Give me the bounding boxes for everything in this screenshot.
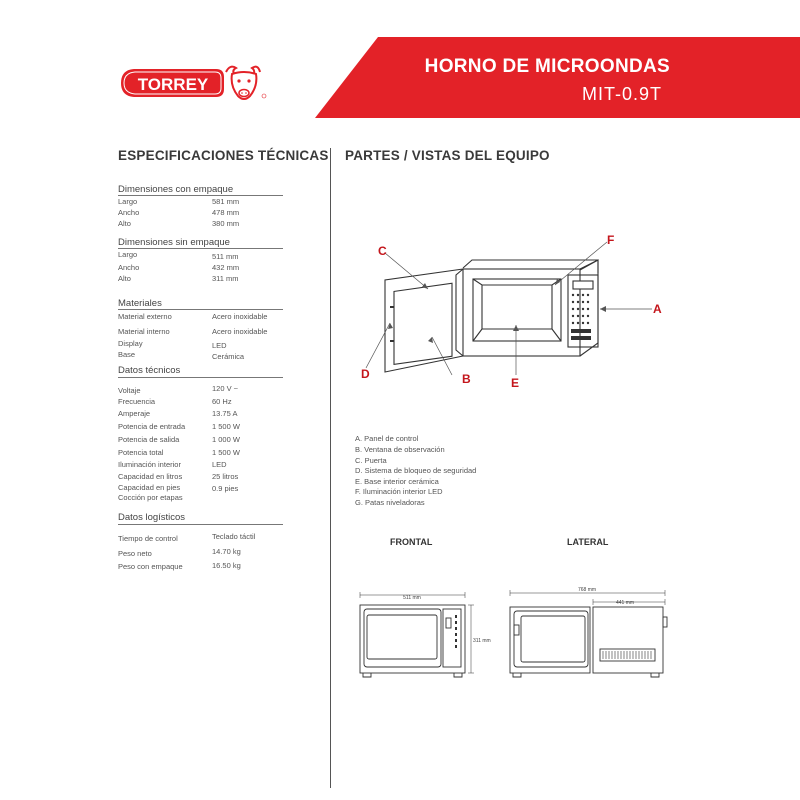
spec-label: Cocción por etapas xyxy=(118,493,183,502)
callout-c: C xyxy=(378,244,387,258)
spec-value: Cerámica xyxy=(212,352,245,361)
spec-group-rule xyxy=(118,524,283,525)
column-divider xyxy=(330,148,331,788)
callout-d: D xyxy=(361,367,370,381)
spec-label: Iluminación interior xyxy=(118,460,181,469)
spec-label: Voltaje xyxy=(118,386,141,395)
torrey-logo-mark xyxy=(118,62,268,104)
bull-head-icon xyxy=(226,67,260,99)
part-item: F. Iluminación interior LED xyxy=(355,487,443,496)
part-item: D. Sistema de bloqueo de seguridad xyxy=(355,466,477,475)
spec-value: 1 000 W xyxy=(212,435,240,444)
spec-value: 380 mm xyxy=(212,219,240,228)
microwave-body xyxy=(463,269,580,356)
spec-value: 14.70 kg xyxy=(212,547,241,556)
spec-label: Potencia de entrada xyxy=(118,422,186,431)
spec-label: Largo xyxy=(118,197,138,206)
spec-value: 1 500 W xyxy=(212,448,240,457)
spec-label: Alto xyxy=(118,274,131,283)
part-item: B. Ventana de observación xyxy=(355,445,445,454)
front-view-label: FRONTAL xyxy=(390,537,433,547)
spec-label: Largo xyxy=(118,250,138,259)
spec-value: 16.50 kg xyxy=(212,561,241,570)
spec-value: 13.75 A xyxy=(212,409,238,418)
spec-label: Amperaje xyxy=(118,409,151,418)
microwave-cavity xyxy=(473,279,561,341)
spec-label: Material externo xyxy=(118,312,172,321)
spec-value: 25 litros xyxy=(212,472,239,481)
side-total-dim: 768 mm xyxy=(577,587,597,593)
spec-label: Ancho xyxy=(118,208,140,217)
spec-label: Capacidad en litros xyxy=(118,472,183,481)
callout-b: B xyxy=(462,372,471,386)
spec-value: 581 mm xyxy=(212,197,240,206)
part-item: C. Puerta xyxy=(355,456,387,465)
spec-group-rule xyxy=(118,309,283,310)
parts-heading: PARTES / VISTAS DEL EQUIPO xyxy=(345,148,550,163)
spec-label: Frecuencia xyxy=(118,397,156,406)
spec-value: Acero inoxidable xyxy=(212,327,268,336)
product-model: MIT-0.9T xyxy=(581,84,662,104)
spec-label: Potencia total xyxy=(118,448,164,457)
spec-label: Base xyxy=(118,350,136,359)
spec-group-rule xyxy=(118,248,283,249)
front-width-dim: 511 mm xyxy=(403,595,421,601)
spec-label: Peso con empaque xyxy=(118,562,183,571)
vent-slots xyxy=(603,651,651,659)
spec-group-title: Datos técnicos xyxy=(118,365,181,376)
brand-logo-text: TORREY xyxy=(137,75,209,94)
side-depth-dim: 441 mm xyxy=(615,600,635,606)
spec-value: 60 Hz xyxy=(212,397,232,406)
spec-label: Capacidad en pies xyxy=(118,483,181,492)
spec-label: Ancho xyxy=(118,263,140,272)
control-buttons xyxy=(571,294,591,340)
front-height-dim: 311 mm xyxy=(473,638,491,644)
spec-label: Peso neto xyxy=(118,549,152,558)
spec-value: 311 mm xyxy=(212,274,239,283)
spec-group-rule xyxy=(118,195,283,196)
spec-value: 0.9 pies xyxy=(212,484,239,493)
observation-window xyxy=(394,283,452,364)
spec-value: LED xyxy=(212,341,227,350)
product-title: HORNO DE MICROONDAS xyxy=(424,56,670,77)
spec-group-title: Dimensiones sin empaque xyxy=(118,237,230,248)
front-view-drawing xyxy=(355,585,495,690)
spec-group-title: Datos logísticos xyxy=(118,512,186,523)
microwave-parts-diagram xyxy=(340,225,680,400)
callout-e: E xyxy=(511,376,520,390)
spec-value: Teclado táctil xyxy=(212,532,256,541)
callout-f: F xyxy=(607,233,615,247)
side-view-label: LATERAL xyxy=(567,537,609,547)
spec-value: 432 mm xyxy=(212,263,240,272)
spec-value: Acero inoxidable xyxy=(212,312,268,321)
part-item: A. Panel de control xyxy=(355,434,419,443)
spec-value: 120 V ~ xyxy=(212,384,239,393)
spec-group-rule xyxy=(118,377,283,378)
spec-label: Potencia de salida xyxy=(118,435,180,444)
spec-group-title: Dimensiones con empaque xyxy=(118,184,234,195)
spec-label: Tiempo de control xyxy=(118,534,178,543)
brand-logo xyxy=(118,62,268,104)
spec-label: Material interno xyxy=(118,327,170,336)
spec-value: 511 mm xyxy=(212,252,239,261)
spec-label: Display xyxy=(118,339,143,348)
side-view-drawing xyxy=(505,583,675,688)
spec-value: 1 500 W xyxy=(212,422,240,431)
part-item: E. Base interior cerámica xyxy=(355,477,439,486)
spec-value: LED xyxy=(212,460,227,469)
callout-a: A xyxy=(653,302,662,316)
spec-value: 478 mm xyxy=(212,208,240,217)
spec-group-title: Materiales xyxy=(118,298,162,309)
spec-label: Alto xyxy=(118,219,131,228)
specs-heading: ESPECIFICACIONES TÉCNICAS xyxy=(118,148,329,163)
part-item: G. Patas niveladoras xyxy=(355,498,425,507)
